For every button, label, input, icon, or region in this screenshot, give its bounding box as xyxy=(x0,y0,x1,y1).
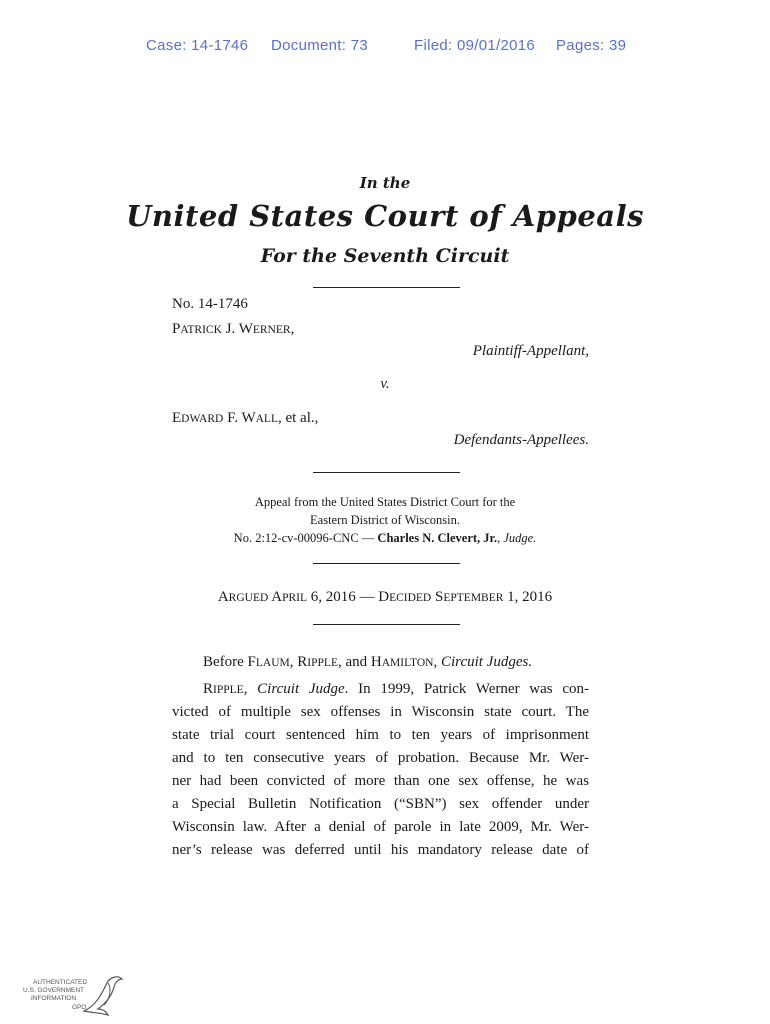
document-number: Document: 73 xyxy=(271,37,368,54)
versus-label: v. xyxy=(380,376,390,392)
appeal-line-2: Eastern District of Wisconsin. xyxy=(310,513,460,527)
caption-rule-1 xyxy=(313,287,460,288)
page-count: Pages: 39 xyxy=(556,37,627,54)
caption-rule-4 xyxy=(313,624,460,625)
appeal-line-3: No. 2:12-cv-00096-CNC — Charles N. Clevert, Jr., Judge. xyxy=(233,531,537,545)
opinion-line: Wisconsin law. After a denial of parole in late 2009, Mr. Wer- xyxy=(172,819,589,835)
panel-line: Before FLAUM, RIPPLE, and HAMILTON, Circuit Judges. xyxy=(203,654,533,670)
district-judge-name: Charles N. Clevert, Jr. xyxy=(377,531,498,545)
svg-text:AUTHENTICATED: AUTHENTICATED xyxy=(33,979,88,986)
in-the-label: In the xyxy=(359,174,411,192)
appellant-name: PATRICK J. WERNER, xyxy=(172,321,295,337)
opinion-line: ner had been convicted of more than one sex offense, he was xyxy=(172,773,589,789)
opinion-line: and to ten consecutive years of probation. Because Mr. Wer- xyxy=(172,750,589,766)
appellee-name: EDWARD F. WALL, et al., xyxy=(172,410,319,426)
caption-rule-3 xyxy=(313,563,460,564)
court-name: United States Court of Appeals xyxy=(126,199,644,233)
case-number: Case: 14-1746 xyxy=(146,37,249,54)
appeal-line-1: Appeal from the United States District Court for the xyxy=(254,495,516,509)
eagle-icon xyxy=(22,975,132,1019)
opinion-line: state trial court sentenced him to ten years of imprisonment xyxy=(172,727,589,743)
appellee-role: Defendants-Appellees. xyxy=(453,432,589,448)
argued-decided-dates: ARGUED APRIL 6, 2016 — DECIDED SEPTEMBER 1, 2016 xyxy=(217,589,553,605)
docket-number: No. 14-1746 xyxy=(172,296,248,312)
circuit-name: For the Seventh Circuit xyxy=(260,245,510,267)
opinion-text xyxy=(172,678,589,862)
opinion-line: a Special Bulletin Notification (“SBN”) sex offender under xyxy=(172,796,589,812)
appellant-role: Plaintiff-Appellant, xyxy=(472,343,589,359)
filing-stamp xyxy=(0,37,770,57)
opinion-line: victed of multiple sex offenses in Wisconsin state court. The xyxy=(172,704,589,720)
svg-text:INFORMATION: INFORMATION xyxy=(31,995,77,1002)
opinion-line-1: RIPPLE, Circuit Judge. In 1999, Patrick Werner was con- xyxy=(203,681,589,697)
caption-rule-2 xyxy=(313,472,460,473)
svg-text:U.S. GOVERNMENT: U.S. GOVERNMENT xyxy=(23,987,85,994)
opinion-line: ner’s release was deferred until his mandatory release date of xyxy=(172,842,589,858)
gpo-authentication-seal xyxy=(22,975,132,1015)
filed-date: Filed: 09/01/2016 xyxy=(414,37,536,54)
svg-text:GPO: GPO xyxy=(72,1004,87,1011)
